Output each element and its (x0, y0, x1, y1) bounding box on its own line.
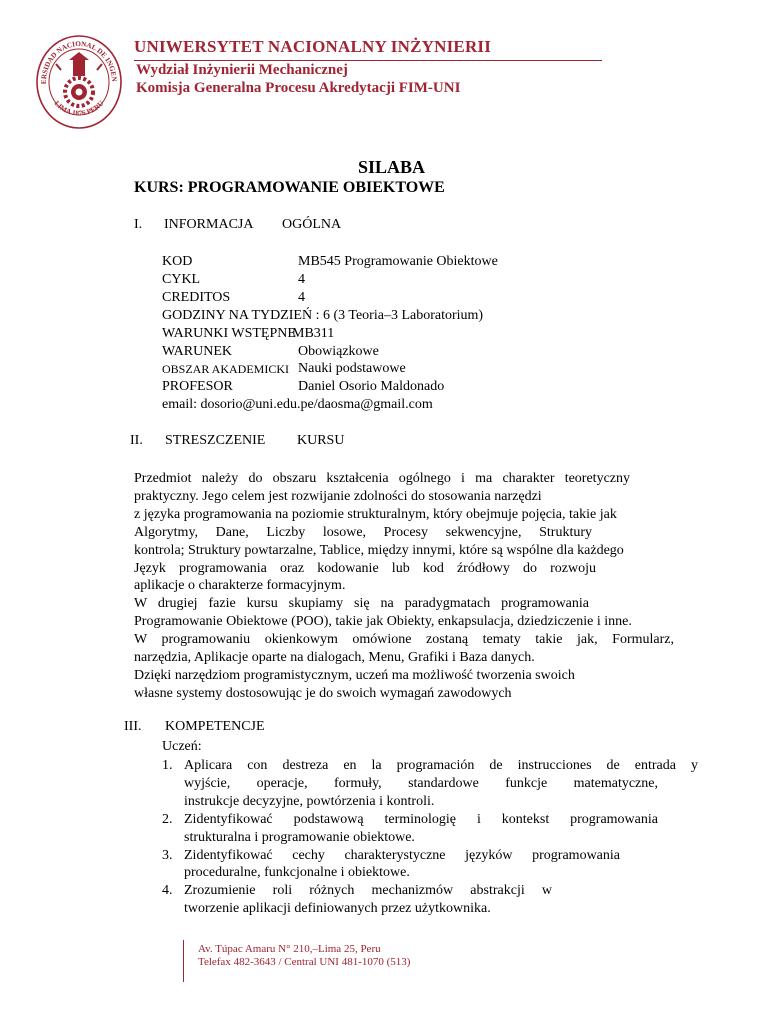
faculty-name: Wydział Inżynierii Mechanicznej (136, 62, 348, 78)
summary-line: aplikacje o charakterze formacyjnym. (134, 578, 346, 594)
footer-phone: Telefax 482-3643 / Central UNI 481-1070 (513) (198, 956, 411, 968)
header-divider (134, 60, 602, 61)
info-value-warunki: MB311 (292, 326, 335, 341)
svg-text:LIMA 1876 PERU (53, 99, 106, 118)
section-1-title-a: INFORMACJA (164, 217, 254, 232)
list-item-line: Zidentyfikować cechy charakterystyczne języków programowania (184, 847, 620, 863)
course-title: KURS: PROGRAMOWANIE OBIEKTOWE (134, 179, 445, 196)
list-item-number: 4. (162, 883, 173, 899)
document-title: SILABA (358, 157, 426, 177)
section-1-number: I. (134, 217, 143, 232)
summary-line: z języka programowania na poziomie strukturalnym, który obejmuje pojęcia, takie jak (134, 506, 617, 522)
list-item (162, 882, 698, 918)
summary-line: narzędzia, Aplikacje oparte na dialogach, Menu, Grafiki i Baza danych. (134, 650, 535, 666)
list-item-line: Zidentyfikować podstawową terminologię i kontekst programowania (184, 811, 658, 827)
section-2-title-b: KURSU (297, 433, 345, 448)
list-item-number: 3. (162, 847, 173, 863)
list-item-line: wyjście, operacje, formuły, standardowe funkcje matematyczne, (184, 775, 658, 791)
list-item (162, 847, 698, 883)
seal-text-bottom: LIMA 1876 PERU (52, 99, 106, 118)
section-3-number: III. (124, 719, 142, 734)
footer-address: Av. Túpac Amaru N° 210,–Lima 25, Peru (198, 943, 381, 955)
list-item-line: strukturalna i programowanie obiektowe. (184, 829, 415, 845)
info-label-warunek: WARUNEK (162, 344, 232, 359)
list-item (162, 811, 698, 847)
course-summary (134, 470, 674, 703)
section-2-number: II. (130, 433, 143, 448)
list-item-line: proceduralne, funkcjonalne i obiektowe. (184, 865, 410, 881)
info-label-godziny: GODZINY NA TYDZIEŃ : 6 (3 Teoria–3 Laboratorium) (162, 308, 484, 323)
section-2-heading (130, 433, 345, 449)
university-seal-logo (34, 30, 124, 130)
summary-line: Algorytmy, Dane, Liczby losowe, Procesy sekwencyjne, Struktury (134, 524, 592, 540)
section-3-heading (124, 719, 265, 735)
info-label-warunki: WARUNKI WSTĘPNE (162, 326, 296, 341)
section-2-title-a: STRESZCZENIE (165, 433, 266, 448)
competences-list (162, 757, 698, 918)
summary-line: własne systemy dostosowując je do swoich wymagań zawodowych (134, 685, 512, 701)
summary-line: praktyczny. Jego celem jest rozwijanie zdolności do stosowania narzędzi (134, 488, 542, 504)
competences-intro: Uczeń: (162, 739, 202, 754)
info-label-cykl: CYKL (162, 272, 201, 287)
info-label-obszar: OBSZAR AKADEMICKI (162, 362, 290, 376)
summary-line: Przedmiot należy do obszaru kształcenia ogólnego i ma charakter teoretyczny (134, 471, 630, 486)
summary-line: Dzięki narzędziom programistycznym, uczeń ma możliwość tworzenia swoich (134, 667, 575, 683)
section-3-title: KOMPETENCJE (165, 719, 265, 734)
section-1-title-b: OGÓLNA (282, 217, 342, 232)
summary-line: Programowanie Obiektowe (POO), takie jak Obiekty, enkapsulacja, dziedziczenie i inne. (134, 614, 632, 630)
info-value-obszar: Nauki podstawowe (298, 361, 406, 376)
footer-divider (183, 940, 184, 982)
list-item-line: Aplicara con destreza en la programación de instrucciones de entrada y (184, 758, 698, 773)
section-1-heading (134, 217, 342, 233)
list-item-number: 1. (162, 758, 173, 773)
commission-name: Komisja Generalna Procesu Akredytacji FIM-UNI (136, 80, 461, 96)
info-value-cykl: 4 (298, 272, 305, 287)
university-name: UNIWERSYTET NACIONALNY INŻYNIERII (134, 37, 492, 56)
list-item-line: tworzenie aplikacji definiowanych przez użytkownika. (184, 901, 491, 917)
summary-line: kontrola; Struktury powtarzalne, Tablice, między innymi, które są wspólne dla każdego (134, 542, 624, 558)
summary-line: Język programowania oraz kodowanie lub kod źródłowy do rozwoju (134, 560, 596, 576)
info-label-profesor: PROFESOR (162, 379, 233, 394)
info-label-kod: KOD (162, 254, 193, 269)
info-value-warunek: Obowiązkowe (298, 344, 379, 359)
info-email: email: dosorio@uni.edu.pe/daosma@gmail.com (162, 397, 433, 412)
list-item (162, 757, 698, 811)
summary-line: W programowaniu okienkowym omówione zostaną tematy takie jak, Formularz, (134, 632, 674, 648)
info-value-kod: MB545 Programowanie Obiektowe (298, 254, 498, 269)
info-value-creditos: 4 (298, 290, 305, 305)
list-item-line: instrukcje decyzyjne, powtórzenia i kontroli. (184, 793, 435, 809)
info-value-profesor: Daniel Osorio Maldonado (298, 379, 445, 394)
list-item-line: Zrozumienie roli różnych mechanizmów abstrakcji w (184, 883, 552, 899)
seal-text-top: ERSIDAD NACIONAL DE INGEN (39, 39, 119, 85)
list-item-number: 2. (162, 811, 173, 827)
summary-line: W drugiej fazie kursu skupiamy się na paradygmatach programowania (134, 596, 589, 612)
info-label-creditos: CREDITOS (162, 290, 231, 305)
